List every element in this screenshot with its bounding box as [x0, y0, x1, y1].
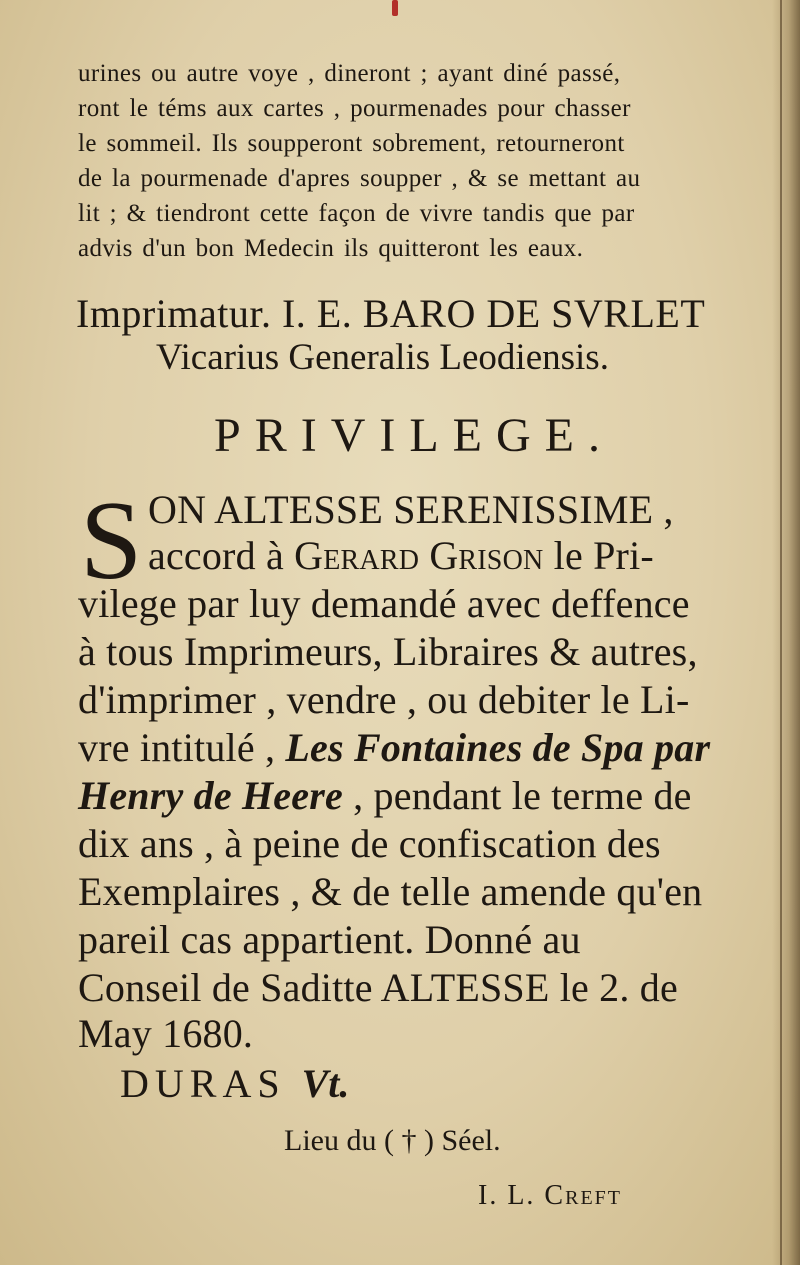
text-line-6: advis d'un bon Medecin ils quitteront les eaux. — [78, 235, 584, 262]
privilege-line-7: Henry de Heere , pendant le terme de — [78, 773, 692, 818]
page-gutter-shadow — [772, 0, 800, 1265]
privilege-line-6: vre intitulé , Les Fontaines de Spa par — [78, 725, 711, 770]
secretary-line: I. L. Creft — [478, 1180, 622, 1211]
privilege-line-2: accord à Gerard Grison le Pri- — [148, 533, 654, 578]
binding-edge — [780, 0, 782, 1265]
privilege-line-1: ON ALTESSE SERENISSIME , — [148, 487, 674, 532]
privilege-line-5: d'imprimer , vendre , ou debiter le Li- — [78, 677, 690, 722]
imprimatur-line: Imprimatur. I. E. BARO DE SVRLET — [76, 291, 706, 336]
privilege-line-12: May 1680. — [78, 1011, 254, 1056]
privilege-line-4: à tous Imprimeurs, Libraires & autres, — [78, 629, 698, 674]
text-line-2: ront le téms aux cartes , pourmenades pour chasser — [78, 95, 631, 122]
text-line-5: lit ; & tiendront cette façon de vivre tandis que par — [78, 200, 635, 227]
drop-cap-letter: S — [80, 479, 143, 603]
ribbon-marker — [392, 0, 398, 16]
text-line-3: le sommeil. Ils soupperont sobrement, retourneront — [78, 130, 625, 157]
privilege-line-3: vilege par luy demandé avec deffence — [78, 581, 690, 626]
privilege-line-11: Conseil de Saditte ALTESSE le 2. de — [78, 965, 678, 1010]
text-line-4: de la pourmenade d'apres soupper , & se mettant au — [78, 165, 641, 192]
privilege-heading: PRIVILEGE. — [214, 409, 614, 462]
privilege-line-9: Exemplaires , & de telle amende qu'en — [78, 869, 703, 914]
vicarius-line: Vicarius Generalis Leodiensis. — [156, 337, 609, 378]
privilege-line-8: dix ans , à peine de confiscation des — [78, 821, 661, 866]
privilege-line-10: pareil cas appartient. Donné au — [78, 917, 581, 962]
signature-line: DURAS Vt. — [120, 1061, 350, 1106]
seal-line: Lieu du ( † ) Séel. — [284, 1124, 501, 1157]
text-line-1: urines ou autre voye , dineront ; ayant diné passé, — [78, 60, 621, 87]
